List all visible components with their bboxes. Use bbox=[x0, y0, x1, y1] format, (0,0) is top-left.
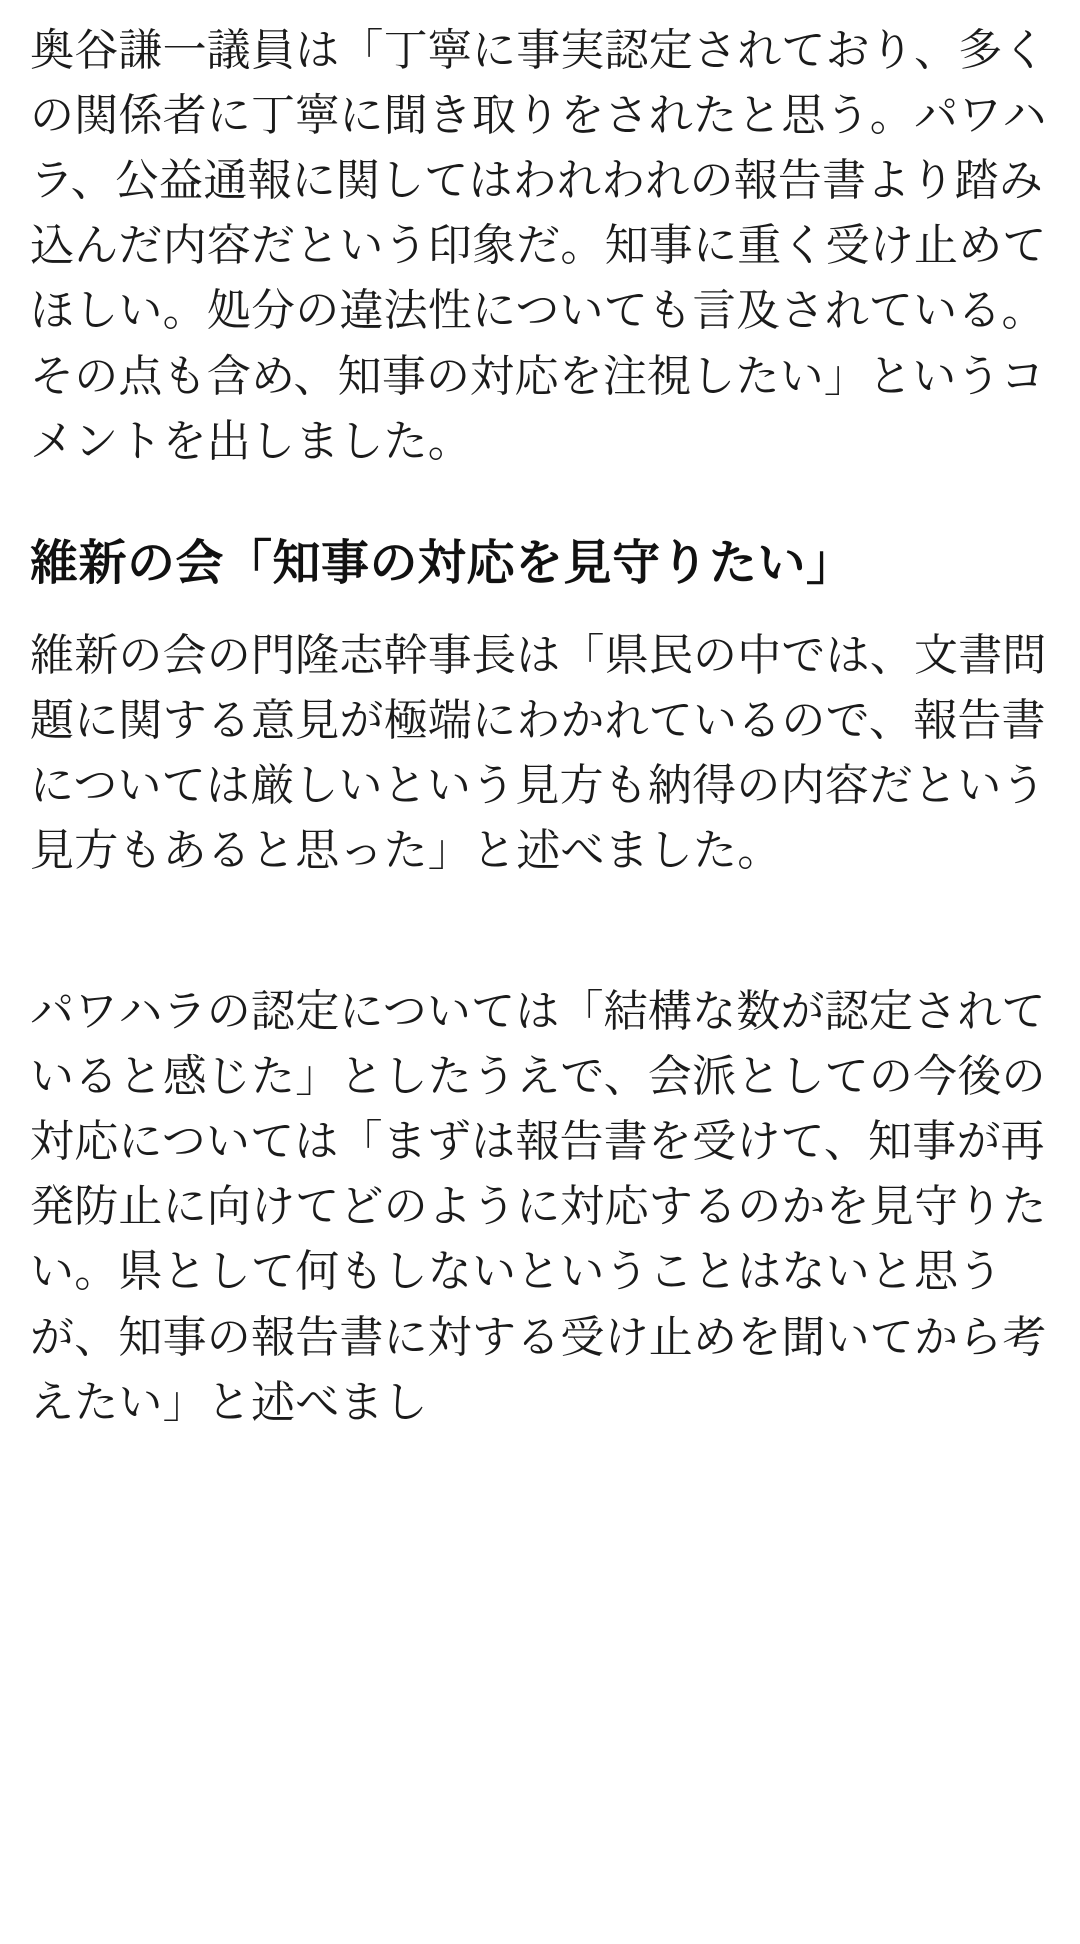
paragraph-spacer bbox=[30, 925, 1050, 979]
paragraph-power-harassment-response: パワハラの認定については「結構な数が認定されていると感じた」としたうえで、会派としての今後の対応については「まずは報告書を受けて、知事が再発防止に向けてどのように対応するのかを見守りたい。県として何もしないということはないと思うが、知事の報告書に対する受け止めを聞いてから考えたい」と述べまし bbox=[30, 987, 1047, 1427]
section-heading-ishin: 維新の会「知事の対応を見守りたい」 bbox=[30, 536, 855, 590]
paragraph-okutani-comment: 奥谷謙一議員は「丁寧に事実認定されており、多くの関係者に丁寧に聞き取りをされたと思う。パワハラ、公益通報に関してはわれわれの報告書より踏み込んだ内容だという印象だ。知事に重く受け止めてほしい。処分の違法性についても言及されている。その点も含め、知事の対応を注視したい」というコメントを出しました。 bbox=[30, 26, 1047, 466]
paragraph-kado-comment: 維新の会の門隆志幹事長は「県民の中では、文書問題に関する意見が極端にわかれているので、報告書については厳しいという見方も納得の内容だという見方もあると思った」と述べました。 bbox=[30, 630, 1047, 875]
